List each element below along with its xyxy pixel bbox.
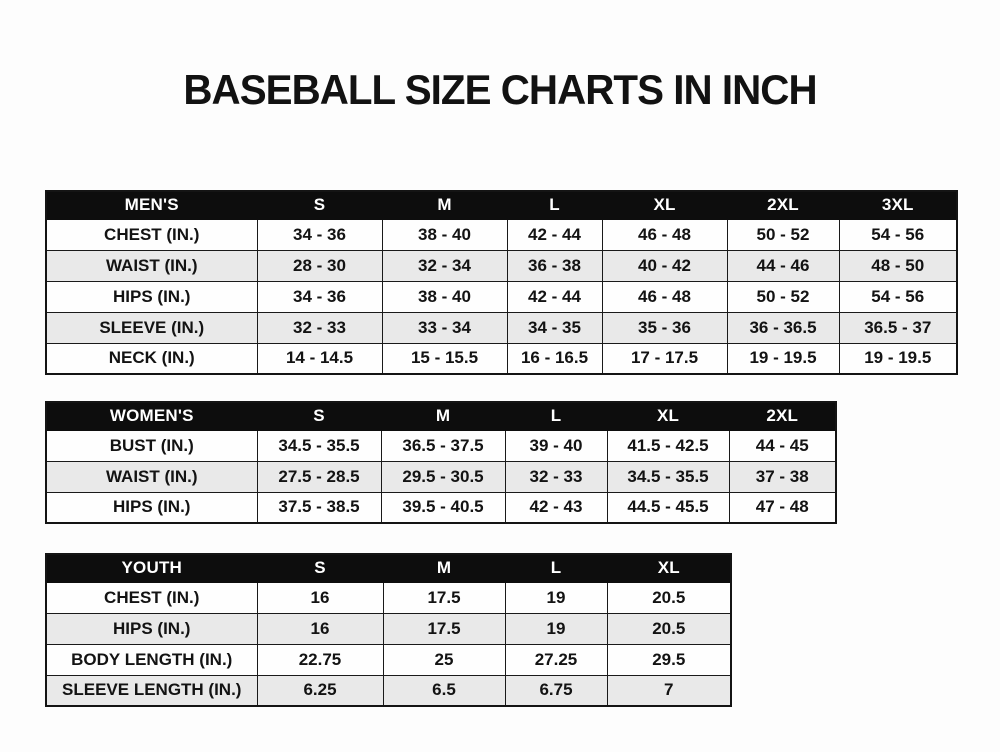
size-value-cell: 34 - 35 <box>507 312 602 343</box>
size-value-cell: 44.5 - 45.5 <box>607 492 729 523</box>
size-value-cell: 17.5 <box>383 613 505 644</box>
column-header: L <box>505 402 607 430</box>
column-header: L <box>505 554 607 582</box>
size-value-cell: 32 - 33 <box>257 312 382 343</box>
size-value-cell: 36 - 36.5 <box>727 312 839 343</box>
size-value-cell: 27.25 <box>505 644 607 675</box>
size-value-cell: 54 - 56 <box>839 281 957 312</box>
size-value-cell: 39.5 - 40.5 <box>381 492 505 523</box>
size-value-cell: 6.25 <box>257 675 383 706</box>
size-table-youth <box>45 553 732 707</box>
size-value-cell: 29.5 - 30.5 <box>381 461 505 492</box>
column-header: L <box>507 191 602 219</box>
size-value-cell: 28 - 30 <box>257 250 382 281</box>
row-label: HIPS (IN.) <box>46 613 257 644</box>
size-value-cell: 32 - 34 <box>382 250 507 281</box>
row-label: SLEEVE (IN.) <box>46 312 257 343</box>
column-header: M <box>381 402 505 430</box>
row-label: BUST (IN.) <box>46 430 257 461</box>
row-label: WAIST (IN.) <box>46 250 257 281</box>
size-value-cell: 22.75 <box>257 644 383 675</box>
table-header-row <box>46 191 957 219</box>
table-row <box>46 430 836 461</box>
size-value-cell: 19 - 19.5 <box>727 343 839 374</box>
size-value-cell: 36.5 - 37.5 <box>381 430 505 461</box>
column-header: XL <box>602 191 727 219</box>
size-value-cell: 50 - 52 <box>727 281 839 312</box>
size-value-cell: 6.75 <box>505 675 607 706</box>
size-value-cell: 19 <box>505 613 607 644</box>
table-row <box>46 343 957 374</box>
size-value-cell: 6.5 <box>383 675 505 706</box>
row-label: SLEEVE LENGTH (IN.) <box>46 675 257 706</box>
size-value-cell: 41.5 - 42.5 <box>607 430 729 461</box>
table-row <box>46 675 731 706</box>
size-value-cell: 37 - 38 <box>729 461 836 492</box>
row-label: NECK (IN.) <box>46 343 257 374</box>
size-value-cell: 34.5 - 35.5 <box>257 430 381 461</box>
size-value-cell: 50 - 52 <box>727 219 839 250</box>
size-value-cell: 42 - 44 <box>507 219 602 250</box>
size-value-cell: 16 <box>257 613 383 644</box>
table-row <box>46 613 731 644</box>
column-header: XL <box>607 402 729 430</box>
size-value-cell: 39 - 40 <box>505 430 607 461</box>
size-value-cell: 47 - 48 <box>729 492 836 523</box>
column-header: M <box>383 554 505 582</box>
group-header: MEN'S <box>46 191 257 219</box>
size-value-cell: 19 - 19.5 <box>839 343 957 374</box>
row-label: HIPS (IN.) <box>46 492 257 523</box>
size-table-mens <box>45 190 958 375</box>
group-header: YOUTH <box>46 554 257 582</box>
size-value-cell: 42 - 44 <box>507 281 602 312</box>
size-value-cell: 46 - 48 <box>602 281 727 312</box>
size-value-cell: 15 - 15.5 <box>382 343 507 374</box>
size-value-cell: 37.5 - 38.5 <box>257 492 381 523</box>
size-value-cell: 33 - 34 <box>382 312 507 343</box>
row-label: CHEST (IN.) <box>46 219 257 250</box>
size-value-cell: 20.5 <box>607 582 731 613</box>
size-value-cell: 27.5 - 28.5 <box>257 461 381 492</box>
column-header: M <box>382 191 507 219</box>
table-header-row <box>46 554 731 582</box>
table-header-row <box>46 402 836 430</box>
table-row <box>46 644 731 675</box>
group-header: WOMEN'S <box>46 402 257 430</box>
row-label: BODY LENGTH (IN.) <box>46 644 257 675</box>
size-value-cell: 44 - 46 <box>727 250 839 281</box>
size-value-cell: 20.5 <box>607 613 731 644</box>
size-table-womens <box>45 401 837 524</box>
table-row <box>46 250 957 281</box>
size-value-cell: 54 - 56 <box>839 219 957 250</box>
table-row <box>46 492 836 523</box>
size-value-cell: 36.5 - 37 <box>839 312 957 343</box>
table-row <box>46 281 957 312</box>
column-header: 2XL <box>727 191 839 219</box>
column-header: 3XL <box>839 191 957 219</box>
size-value-cell: 34.5 - 35.5 <box>607 461 729 492</box>
column-header: S <box>257 554 383 582</box>
column-header: XL <box>607 554 731 582</box>
column-header: S <box>257 191 382 219</box>
size-value-cell: 42 - 43 <box>505 492 607 523</box>
row-label: WAIST (IN.) <box>46 461 257 492</box>
size-value-cell: 16 <box>257 582 383 613</box>
size-value-cell: 19 <box>505 582 607 613</box>
page-title: BASEBALL SIZE CHARTS IN INCH <box>183 66 817 113</box>
size-value-cell: 48 - 50 <box>839 250 957 281</box>
column-header: S <box>257 402 381 430</box>
table-row <box>46 312 957 343</box>
row-label: CHEST (IN.) <box>46 582 257 613</box>
table-row <box>46 582 731 613</box>
size-value-cell: 44 - 45 <box>729 430 836 461</box>
size-value-cell: 17 - 17.5 <box>602 343 727 374</box>
size-value-cell: 34 - 36 <box>257 219 382 250</box>
size-value-cell: 7 <box>607 675 731 706</box>
size-value-cell: 36 - 38 <box>507 250 602 281</box>
size-value-cell: 35 - 36 <box>602 312 727 343</box>
size-value-cell: 29.5 <box>607 644 731 675</box>
table-row <box>46 461 836 492</box>
size-value-cell: 14 - 14.5 <box>257 343 382 374</box>
size-value-cell: 40 - 42 <box>602 250 727 281</box>
size-value-cell: 34 - 36 <box>257 281 382 312</box>
table-row <box>46 219 957 250</box>
size-value-cell: 38 - 40 <box>382 281 507 312</box>
size-value-cell: 25 <box>383 644 505 675</box>
row-label: HIPS (IN.) <box>46 281 257 312</box>
size-value-cell: 32 - 33 <box>505 461 607 492</box>
column-header: 2XL <box>729 402 836 430</box>
size-value-cell: 38 - 40 <box>382 219 507 250</box>
size-value-cell: 46 - 48 <box>602 219 727 250</box>
size-value-cell: 16 - 16.5 <box>507 343 602 374</box>
size-value-cell: 17.5 <box>383 582 505 613</box>
